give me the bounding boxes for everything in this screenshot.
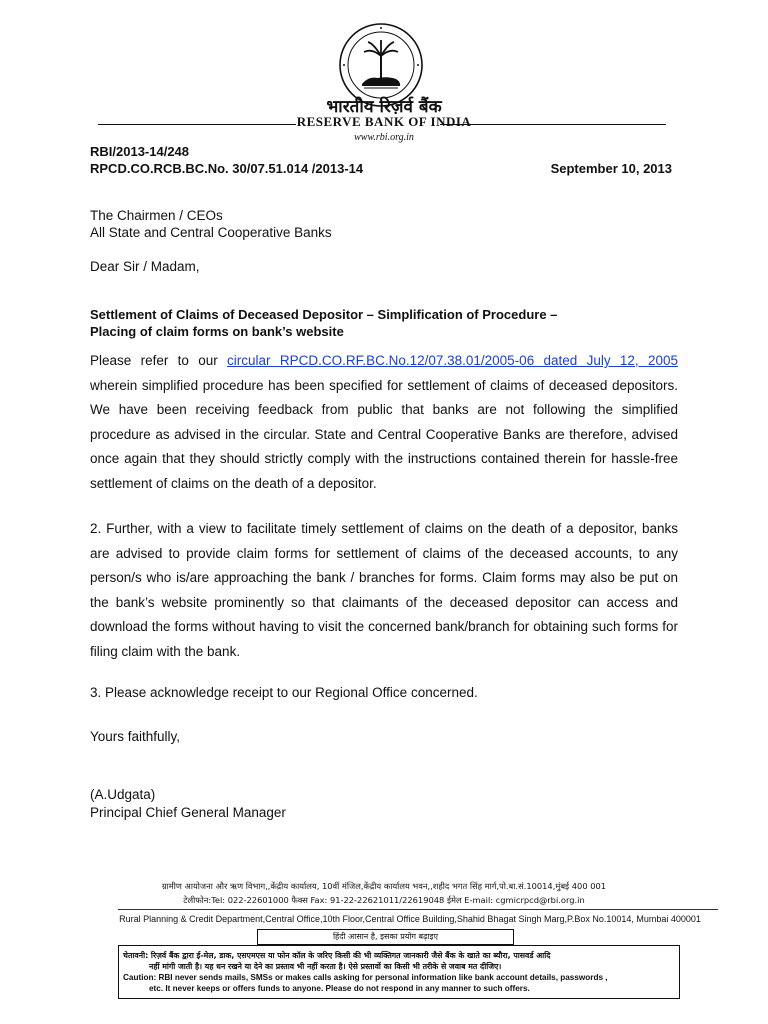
signatory-designation: Principal Chief General Manager [90, 805, 286, 820]
addressee-line-1: The Chairmen / CEOs [90, 208, 223, 223]
valediction: Yours faithfully, [90, 729, 181, 744]
hindi-slogan-box: हिंदी आसान है, इसका प्रयोग बढ़ाइए [257, 929, 514, 945]
caution-hindi-line-2: नहीं मांगी जाती है। यह धन रखने या देने का प्रस्ताव भी नहीं करता है। ऐसे प्रस्तावों का किसी भी तरीके से जवाब मत दीजिए। [149, 962, 502, 971]
caution-english-line-2: etc. It never keeps or offers funds to anyone. Please do not respond in any manner to such offers. [149, 984, 530, 993]
circular-number: RPCD.CO.RCB.BC.No. 30/07.51.014 /2013-14 [90, 161, 364, 176]
subject-line-1: Settlement of Claims of Deceased Depositor – Simplification of Procedure – [90, 307, 558, 322]
bank-name-hindi: भारतीय रिज़र्व बैंक [326, 97, 442, 117]
footer-hindi-address: ग्रामीण आयोजना और ऋण विभाग,,केंद्रीय कार्यालय, 10वीं मंजिल,केंद्रीय कार्यालय भवन,,शहीद भगत सिंह मार्ग,पो.बा.सं.10014,मुंबई 400 001 [161, 881, 607, 891]
paragraph-2: 2. Further, with a view to facilitate timely settlement of claims on the death of a depositor, banks are advised to provide claim forms for settlement of claims of the deceased accounts, to any person/s who is/are approaching the bank / branches for forms. Claim forms may also be put on the bank’s website prominently so that claimants of the deceased depositor can access and download the forms without having to visit the concerned bank/branch for obtaining such forms for filing claim with the bank. [90, 521, 678, 659]
paragraph-1-text: wherein simplified procedure has been specified for settlement of claims of deceased depositors. We have been receiving feedback from public that banks are not following the simplified procedure as advised in the circular. State and Central Cooperative Banks are therefore, advised once again that they should strictly comply with the instructions contained therein for hassle-free settlement of claims on the death of a depositor. [90, 377, 678, 491]
footer-rule [118, 909, 718, 910]
bank-website: www.rbi.org.in [354, 132, 414, 143]
signatory-name: (A.Udgata) [90, 787, 156, 802]
addressee-line-2: All State and Central Cooperative Banks [90, 225, 332, 240]
subject [90, 306, 690, 340]
rbi-reference-number: RBI/2013-14/248 [90, 144, 190, 159]
letter-date: September 10, 2013 [550, 161, 672, 176]
paragraph-1 [90, 349, 678, 496]
header-rule-right [440, 124, 666, 125]
footer-hindi-contact: टेलीफोन:Tel: 022-22601000 फैक्स Fax: 91-22-22621011/22619048 ईमेल E-mail: cgmicrpcd@rbi.org.in [183, 895, 585, 905]
paragraph-3: 3. Please acknowledge receipt to our Regional Office concerned. [90, 685, 478, 700]
caution-box [118, 945, 680, 999]
subject-line-2: Placing of claim forms on bank’s website [90, 324, 344, 339]
footer-english-address: Rural Planning & Credit Department,Central Office,10th Floor,Central Office Building,Shahid Bhagat Singh Marg,P.Box No.10014, Mumbai 400001 [119, 914, 701, 924]
salutation: Dear Sir / Madam, [90, 259, 200, 274]
circular-link[interactable]: circular RPCD.CO.RF.BC.No.12/07.38.01/2005-06 dated July 12, 2005 [227, 353, 678, 368]
caution-hindi-line-1: चेतावनी: रिज़र्व बैंक द्वारा ई-मेल, डाक, एसएमएस या फोन कॉल के जरिए किसी की भी व्यक्तिगत जानकारी जैसे बैंक के खाते का ब्यौरा, पासवर्ड आदि [123, 951, 551, 960]
bank-name: RESERVE BANK OF INDIA [296, 114, 472, 129]
caution-english-line-1: Caution: RBI never sends mails, SMSs or makes calls asking for personal information like bank account details, passwords , [123, 973, 608, 982]
paragraph-1-prefix: Please refer to our [90, 353, 228, 368]
